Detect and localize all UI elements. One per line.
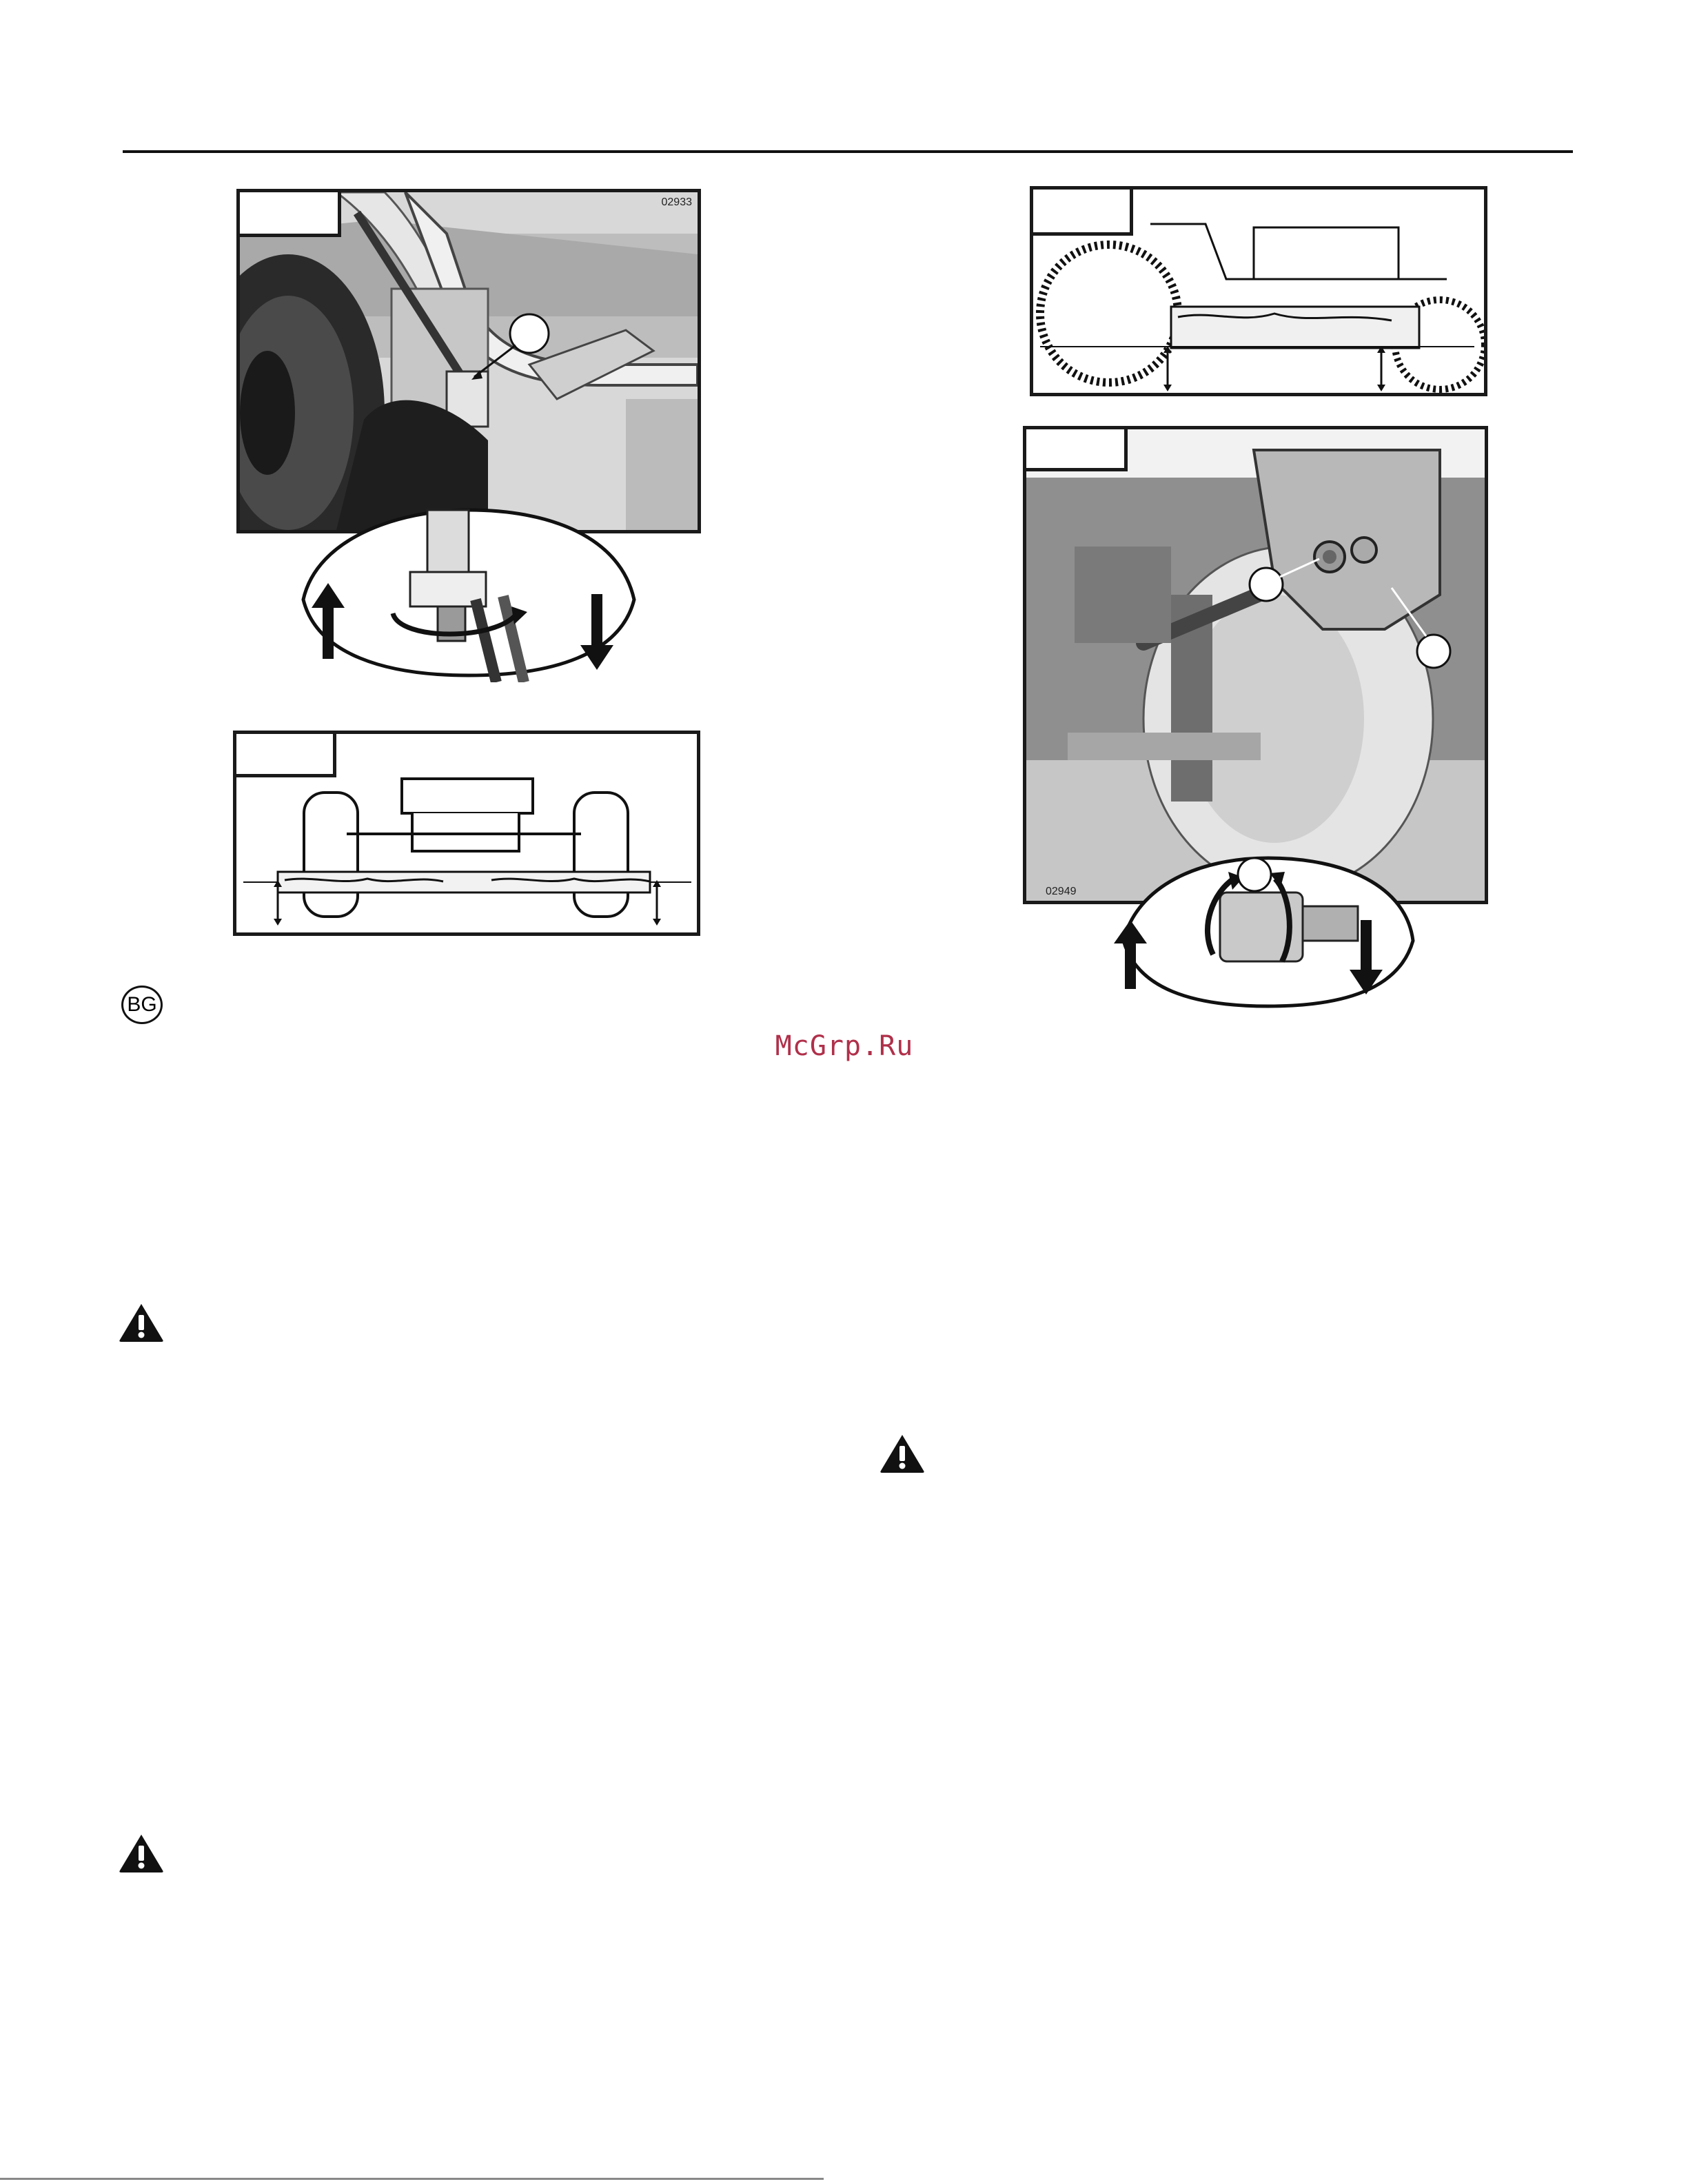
header-rule bbox=[123, 150, 1573, 153]
figure-number-tab bbox=[1033, 190, 1133, 236]
lift-link-illustration bbox=[240, 192, 698, 530]
callout-circle bbox=[510, 314, 549, 353]
figure-code: 02933 bbox=[661, 196, 692, 208]
figure-number-tab bbox=[240, 192, 341, 237]
figure-front-view bbox=[233, 731, 700, 936]
gauge-wheel-illustration bbox=[1026, 429, 1485, 901]
figure-lift-link bbox=[236, 189, 701, 533]
figure-code: 02949 bbox=[1046, 886, 1077, 897]
figure-number-tab bbox=[1026, 429, 1128, 471]
watermark: McGrp.Ru bbox=[775, 1030, 914, 1062]
language-badge: BG bbox=[121, 986, 163, 1024]
figure-number-tab bbox=[236, 734, 336, 777]
bottom-edge-line bbox=[0, 2178, 824, 2180]
warning-triangle-icon bbox=[119, 1833, 164, 1873]
arrow-down-icon bbox=[580, 594, 613, 670]
arrow-down-icon bbox=[1350, 920, 1383, 994]
arrow-up-icon bbox=[312, 583, 345, 659]
warning-triangle-icon bbox=[879, 1433, 925, 1473]
callout-circle bbox=[1417, 635, 1450, 668]
callout-circle bbox=[1250, 568, 1283, 601]
figure-gauge-wheel bbox=[1023, 426, 1488, 904]
figure-side-view bbox=[1030, 186, 1487, 396]
arrow-up-icon bbox=[1114, 920, 1147, 989]
warning-triangle-icon bbox=[119, 1303, 164, 1343]
